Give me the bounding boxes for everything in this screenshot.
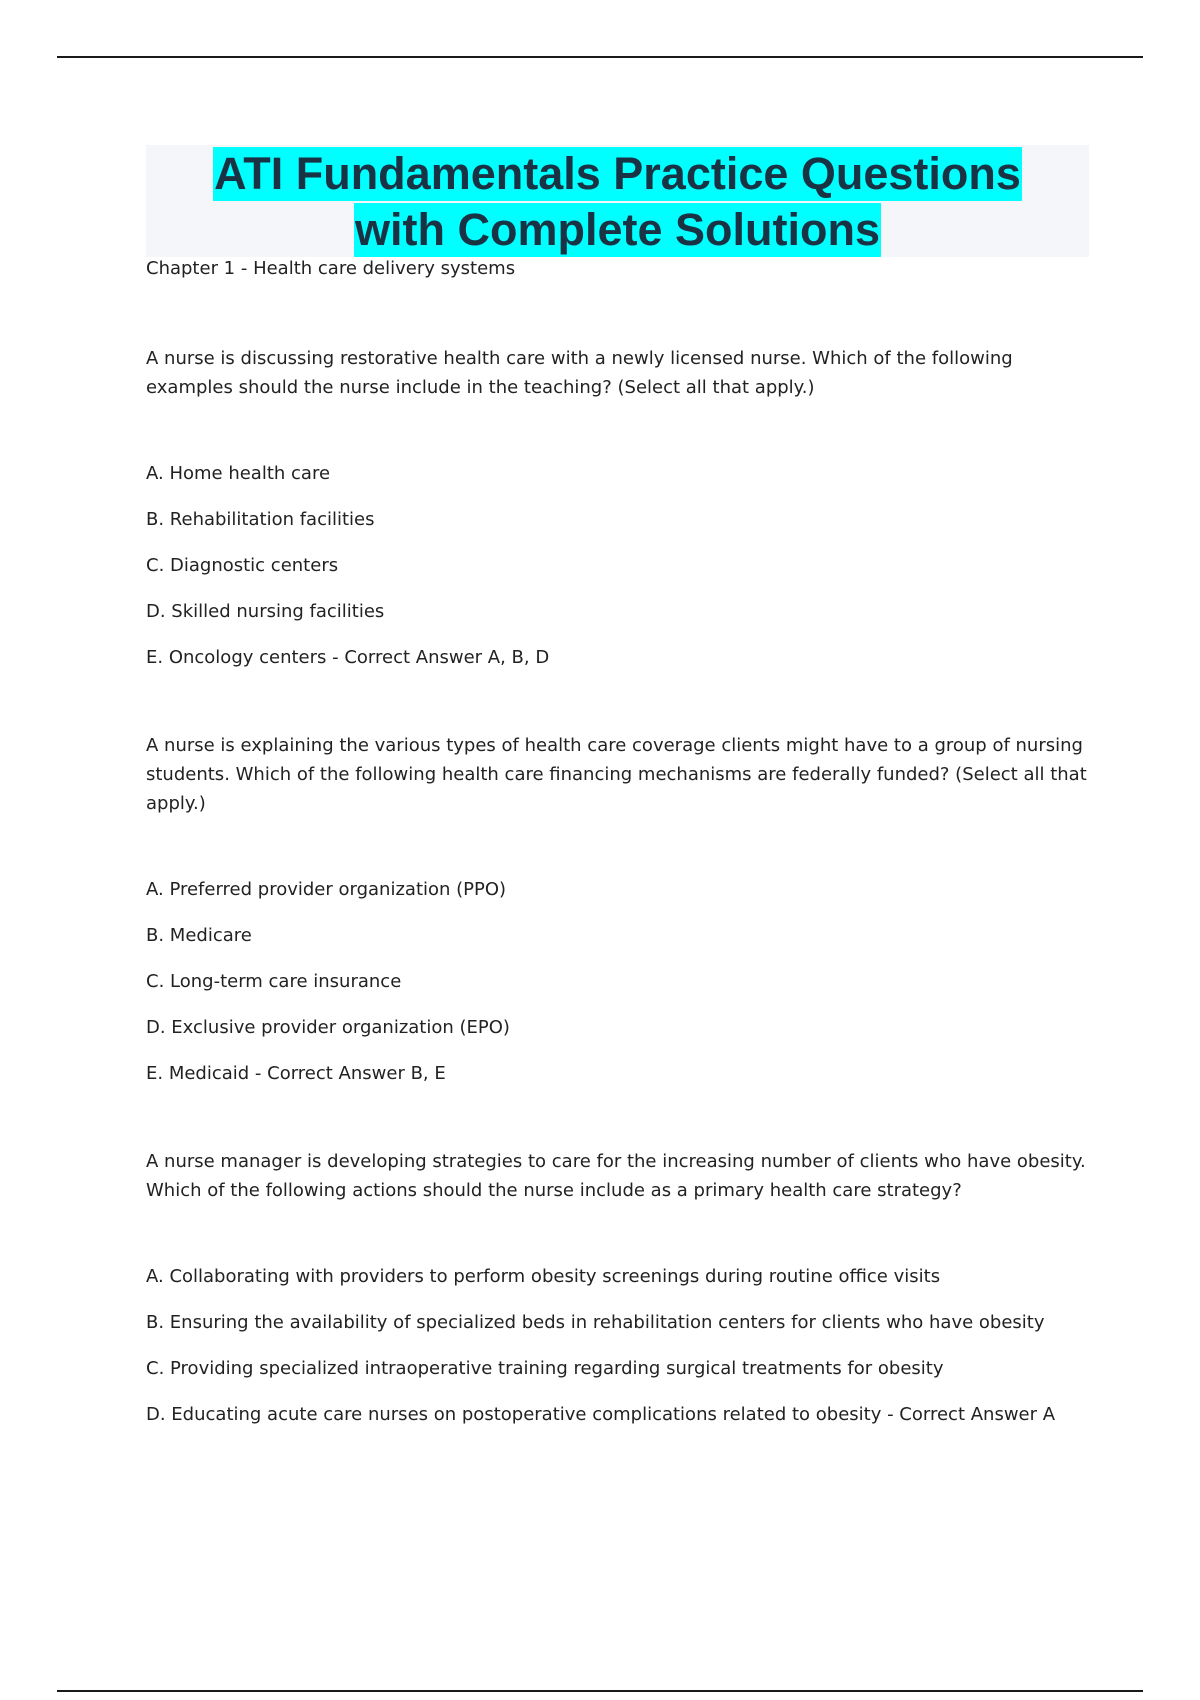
question-1 (146, 344, 1096, 672)
question-2 (146, 731, 1096, 1088)
option-item: C. Diagnostic centers (146, 555, 339, 576)
document-body (146, 254, 1096, 1429)
option-item: E. Medicaid - Correct Answer B, E (146, 1063, 446, 1084)
answer-options (146, 459, 1096, 672)
header-rule (57, 56, 1143, 58)
question-stem: A nurse is discussing restorative health care with a newly licensed nurse. Which of the following examples should the nurse include in the teaching? (Select all that apply.) (146, 348, 1013, 398)
title-line-2: with Complete Solutions (355, 204, 880, 255)
option-item: D. Skilled nursing facilities (146, 601, 385, 622)
title-line-1: ATI Fundamentals Practice Questions (214, 148, 1021, 199)
option-item: D. Exclusive provider organization (EPO) (146, 1017, 510, 1038)
option-item: B. Rehabilitation facilities (146, 509, 375, 530)
option-item: A. Collaborating with providers to perform obesity screenings during routine office visits (146, 1266, 941, 1287)
option-item: C. Long-term care insurance (146, 971, 402, 992)
question-stem: A nurse manager is developing strategies to care for the increasing number of clients who have obesity. Which of the following actions should the nurse include as a primary health care strategy? (146, 1151, 1086, 1201)
answer-options (146, 1262, 1096, 1429)
option-item: A. Preferred provider organization (PPO) (146, 879, 507, 900)
option-item: A. Home health care (146, 463, 331, 484)
answer-options (146, 875, 1096, 1088)
question-stem: A nurse is explaining the various types of health care coverage clients might have to a group of nursing students. Which of the following health care financing mechanisms are federally funded? (Select all that apply.) (146, 735, 1087, 814)
question-3 (146, 1147, 1096, 1429)
footer-rule (57, 1690, 1143, 1692)
document-title (146, 145, 1089, 257)
option-item: D. Educating acute care nurses on postoperative complications related to obesity - Correct Answer A (146, 1404, 1056, 1425)
chapter-heading: Chapter 1 - Health care delivery systems (146, 258, 516, 279)
option-item: C. Providing specialized intraoperative training regarding surgical treatments for obesity (146, 1358, 944, 1379)
option-item: B. Medicare (146, 925, 252, 946)
option-item: E. Oncology centers - Correct Answer A, B, D (146, 647, 550, 668)
option-item: B. Ensuring the availability of specialized beds in rehabilitation centers for clients who have obesity (146, 1312, 1045, 1333)
